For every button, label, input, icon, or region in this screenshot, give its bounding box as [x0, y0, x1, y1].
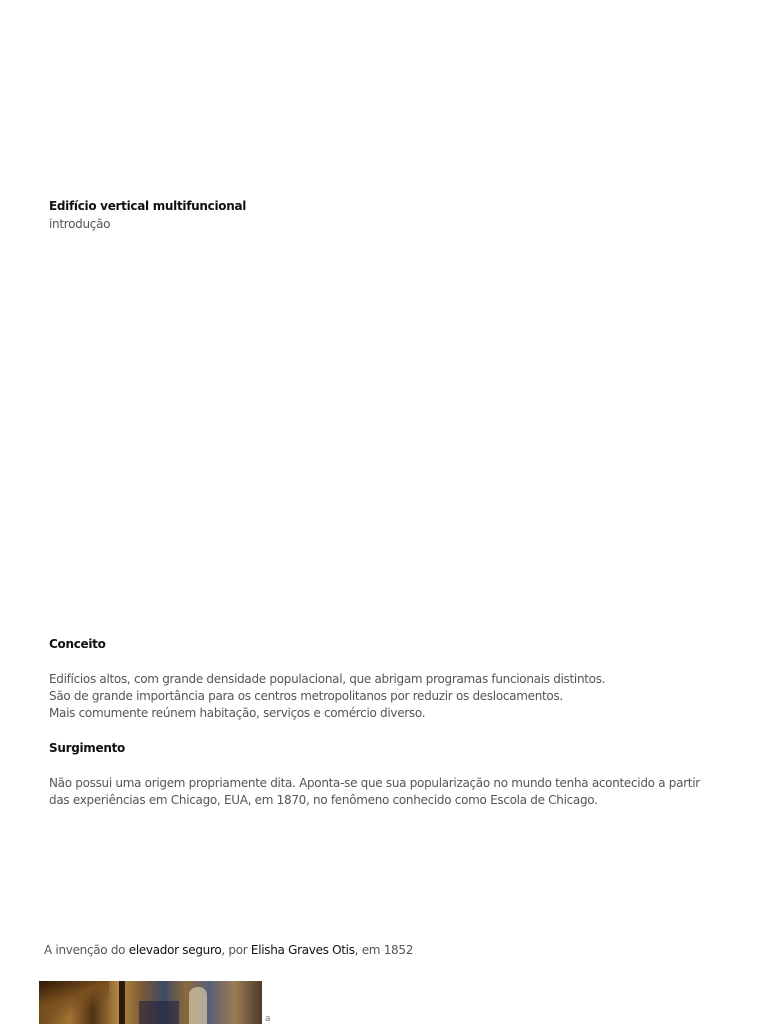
- image-footnote-mark: a: [265, 1014, 271, 1024]
- section-body-conceito: [49, 671, 729, 722]
- image-detail: [39, 981, 109, 1024]
- caption-highlight-elevator: elevador seguro: [128, 943, 222, 957]
- image-detail: [139, 1001, 179, 1024]
- caption-text: , por: [221, 943, 251, 957]
- caption-text: A invenção do: [44, 943, 129, 957]
- image-detail: [119, 981, 125, 1024]
- elevator-illustration-image: [39, 981, 262, 1024]
- caption-text: , em 1852: [354, 943, 414, 957]
- document-title: Edifício vertical multifuncional: [49, 199, 247, 213]
- section-body-surgimento: [49, 775, 729, 809]
- image-detail: [189, 987, 207, 1024]
- paragraph-line: Mais comumente reúnem habitação, serviços e comércio diverso.: [49, 706, 426, 720]
- caption-highlight-inventor: Elisha Graves Otis: [250, 943, 355, 957]
- paragraph-line: das experiências em Chicago, EUA, em 1870, no fenômeno conhecido como Escola de Chicago.: [49, 793, 598, 807]
- paragraph-line: Edifícios altos, com grande densidade populacional, que abrigam programas funcionais distintos.: [49, 672, 606, 686]
- section-heading-conceito: Conceito: [49, 637, 106, 651]
- document-subtitle: introdução: [49, 217, 111, 231]
- paragraph-line: São de grande importância para os centros metropolitanos por reduzir os deslocamentos.: [49, 689, 563, 703]
- section-heading-surgimento: Surgimento: [49, 741, 125, 755]
- image-caption: [44, 942, 413, 959]
- paragraph-line: Não possui uma origem propriamente dita. Aponta-se que sua popularização no mundo tenha acontecido a partir: [49, 776, 700, 790]
